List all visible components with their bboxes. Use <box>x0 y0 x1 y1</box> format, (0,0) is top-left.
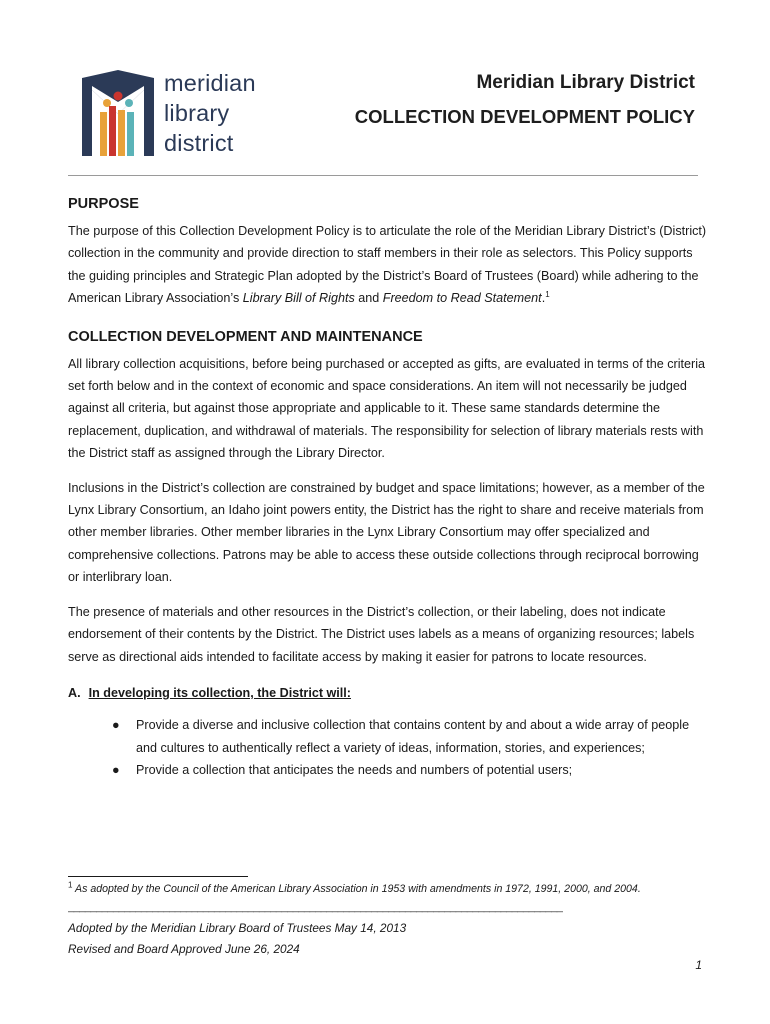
maintenance-paragraph-3: The presence of materials and other resources in the District’s collection, or their labeling, does not indicate endorsement of their contents by the District. The District uses labels as a means of organizing resources; labels serve as directional aids intended to facilitate access by making it easier for patrons to locate resources. <box>68 604 695 664</box>
header-divider <box>68 175 698 176</box>
adopted-date: Adopted by the Meridian Library Board of Trustees May 14, 2013 <box>68 921 407 935</box>
maintenance-paragraph-2: Inclusions in the District’s collection are constrained by budget and space limitations; however, as a member of the Lynx Library Consortium, an Idaho joint powers entity, the District has the right to share and receive materials from other member libraries. Other member libraries in the Lynx Library Consortium may offer specialized and comprehensive collections. Patrons may be able to access these outside collections through reciprocal borrowing or interlibrary loan. <box>68 480 705 585</box>
revised-date: Revised and Board Approved June 26, 2024 <box>68 942 300 956</box>
purpose-italic-bill-of-rights: Library Bill of Rights <box>242 291 355 306</box>
footnote <box>68 880 641 895</box>
document-body <box>68 193 708 782</box>
section-a-heading <box>68 682 708 704</box>
section-a-list <box>68 714 708 781</box>
header-title: Meridian Library District <box>476 72 695 93</box>
purpose-text-3: . <box>541 291 546 306</box>
purpose-italic-freedom-to-read: Freedom to Read Statement <box>382 291 542 306</box>
district-logo <box>78 68 278 160</box>
purpose-heading: PURPOSE <box>68 196 139 212</box>
header-subtitle: COLLECTION DEVELOPMENT POLICY <box>354 106 695 127</box>
bullet-icon: ● <box>112 763 120 778</box>
logo-line-3: district <box>164 130 234 156</box>
section-a-title: In developing its collection, the District will: <box>88 685 351 700</box>
list-item-text: Provide a diverse and inclusive collection that contains content by and about a wide array of people and cultures to authentically reflect a variety of ideas, information, stories, and experiences; <box>136 718 690 755</box>
logo-line-2: library <box>164 100 230 126</box>
footnote-reference[interactable]: 1 <box>545 290 550 300</box>
maintenance-heading: COLLECTION DEVELOPMENT AND MAINTENANCE <box>68 328 423 345</box>
list-item <box>112 759 708 781</box>
footer-underline: ________________________________________________________________________________________ <box>68 901 563 913</box>
footnote-marker: 1 <box>68 880 73 890</box>
purpose-text-2: and <box>354 291 383 306</box>
list-item-text: Provide a collection that anticipates the needs and numbers of potential users; <box>136 763 573 778</box>
logo-line-1: meridian <box>164 70 256 96</box>
list-item <box>112 714 708 759</box>
footnote-text: As adopted by the Council of the American Library Association in 1953 with amendments in 1972, 1991, 2000, and 2004. <box>75 883 641 895</box>
purpose-text-1: The purpose of this Collection Development Policy is to articulate the role of the Meridian Library District’s (District) collection in the community and provide direction to staff members in their role as selectors. This Policy supports the guiding principles and Strategic Plan adopted by the District’s Board of Trustees (Board) while adhering to the American Library Association’s <box>68 224 707 306</box>
footer-dates <box>68 918 406 960</box>
document-header <box>355 70 695 130</box>
maintenance-paragraph-1: All library collection acquisitions, before being purchased or accepted as gifts, are evaluated in terms of the criteria set forth below and in the context of economic and space considerations. An item will not necessarily be judged against all criteria, but against those appropriate and applicable to it. These same standards determine the replacement, duplication, and withdrawal of materials. The responsibility for selection of library materials rests with the District staff as assigned through the Library Director. <box>68 356 706 461</box>
logo-wordmark <box>164 68 256 158</box>
section-a-letter: A. <box>68 685 81 700</box>
purpose-paragraph <box>68 220 708 310</box>
page-number: 1 <box>695 958 702 972</box>
logo-emblem-icon <box>78 68 158 160</box>
bullet-icon: ● <box>112 718 120 733</box>
footnote-divider <box>68 876 248 877</box>
